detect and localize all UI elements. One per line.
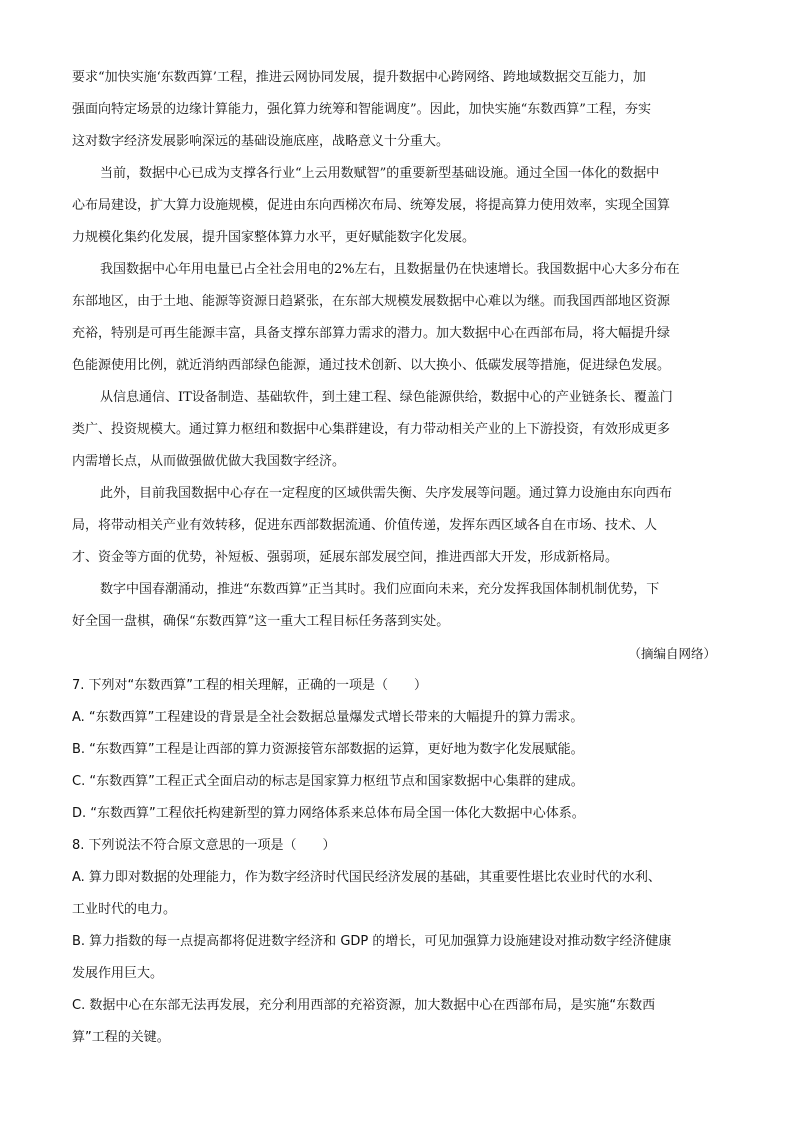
passage-line: 好全国一盘棋，确保“东数西算”这一重大工程目标任务落到实处。 [72, 614, 450, 629]
passage-line: 从信息通信、IT设备制造、基础软件，到土建工程、绿色能源供给，数据中心的产业链条长、覆盖门 [100, 390, 673, 405]
option-a-continued: 工业时代的电力。 [72, 902, 177, 917]
passage-line: 力规模化集约化发展，提升国家整体算力水平，更好赋能数字化发展。 [72, 230, 476, 245]
passage-line: 心布局建设，扩大算力设施规模，促进由东向西梯次布局、统筹发展，将提高算力使用效率，实现全国算 [72, 198, 671, 213]
option-c: C. 数据中心在东部无法再发展，充分利用西部的充裕资源，加大数据中心在西部布局，是实施“东数西 [72, 998, 656, 1013]
option-a: A. “东数西算”工程建设的背景是全社会数据总量爆发式增长带来的大幅提升的算力需求。 [72, 710, 584, 725]
option-c-continued: 算”工程的关键。 [72, 1030, 170, 1045]
question-stem: 8. 下列说法不符合原文意思的一项是（ ） [72, 838, 336, 853]
passage-line: 充裕，特别是可再生能源丰富，具备支撑东部算力需求的潜力。加大数据中心在西部布局，将大幅提升绿 [72, 326, 671, 341]
passage-line: 数字中国春潮涌动，推进“东数西算”正当其时。我们应面向未来，充分发挥我国体制机制优势，下 [100, 582, 660, 597]
passage-line: 当前，数据中心已成为支撑各行业“上云用数赋智”的重要新型基础设施。通过全国一体化的数据中 [100, 166, 660, 181]
source-note: （摘编自网络） [628, 646, 716, 661]
passage-line: 内需增长点，从而做强做优做大我国数字经济。 [72, 454, 346, 469]
question-stem: 7. 下列对“东数西算”工程的相关理解，正确的一项是（ ） [72, 678, 428, 693]
passage-line: 强面向特定场景的边缘计算能力，强化算力统筹和智能调度”。因此，加快实施“东数西算”工程，夯实 [72, 102, 651, 117]
passage-line: 此外，目前我国数据中心存在一定程度的区域供需失衡、失序发展等问题。通过算力设施由东向西布 [100, 486, 673, 501]
passage-line: 东部地区，由于土地、能源等资源日趋紧张，在东部大规模发展数据中心难以为继。而我国西部地区资源 [72, 294, 671, 309]
passage-line: 色能源使用比例，就近消纳西部绿色能源，通过技术创新、以大换小、低碳发展等措施，促进绿色发展。 [72, 358, 671, 373]
option-d: D. “东数西算”工程依托构建新型的算力网络体系来总体布局全国一体化大数据中心体系。 [72, 806, 585, 821]
option-b: B. “东数西算”工程是让西部的算力资源接管东部数据的运算，更好地为数字化发展赋能。 [72, 742, 584, 757]
option-a: A. 算力即对数据的处理能力，作为数字经济时代国民经济发展的基础，其重要性堪比农业时代的水利、 [72, 870, 661, 885]
passage-line: 才、资金等方面的优势，补短板、强弱项，延展东部发展空间，推进西部大开发，形成新格局。 [72, 550, 619, 565]
option-c: C. “东数西算”工程正式全面启动的标志是国家算力枢纽节点和国家数据中心集群的建成。 [72, 774, 584, 789]
passage-line: 我国数据中心年用电量已占全社会用电的2%左右，且数据量仍在快速增长。我国数据中心大多分布在 [100, 262, 680, 277]
passage-line: 这对数字经济发展影响深远的基础设施底座，战略意义十分重大。 [72, 134, 450, 149]
option-b-continued: 发展作用巨大。 [72, 966, 164, 981]
option-b: B. 算力指数的每一点提高都将促进数字经济和 GDP 的增长，可见加强算力设施建设对推动数字经济健康 [72, 934, 672, 949]
passage-line: 类广、投资规模大。通过算力枢纽和数据中心集群建设，有力带动相关产业的上下游投资，有效形成更多 [72, 422, 671, 437]
passage-line: 局，将带动相关产业有效转移，促进东西部数据流通、价值传递，发挥东西区域各自在市场、技术、人 [72, 518, 658, 533]
passage-line: 要求“加快实施‘东数西算’工程，推进云网协同发展，提升数据中心跨网络、跨地域数据交互能力，加 [72, 70, 646, 85]
